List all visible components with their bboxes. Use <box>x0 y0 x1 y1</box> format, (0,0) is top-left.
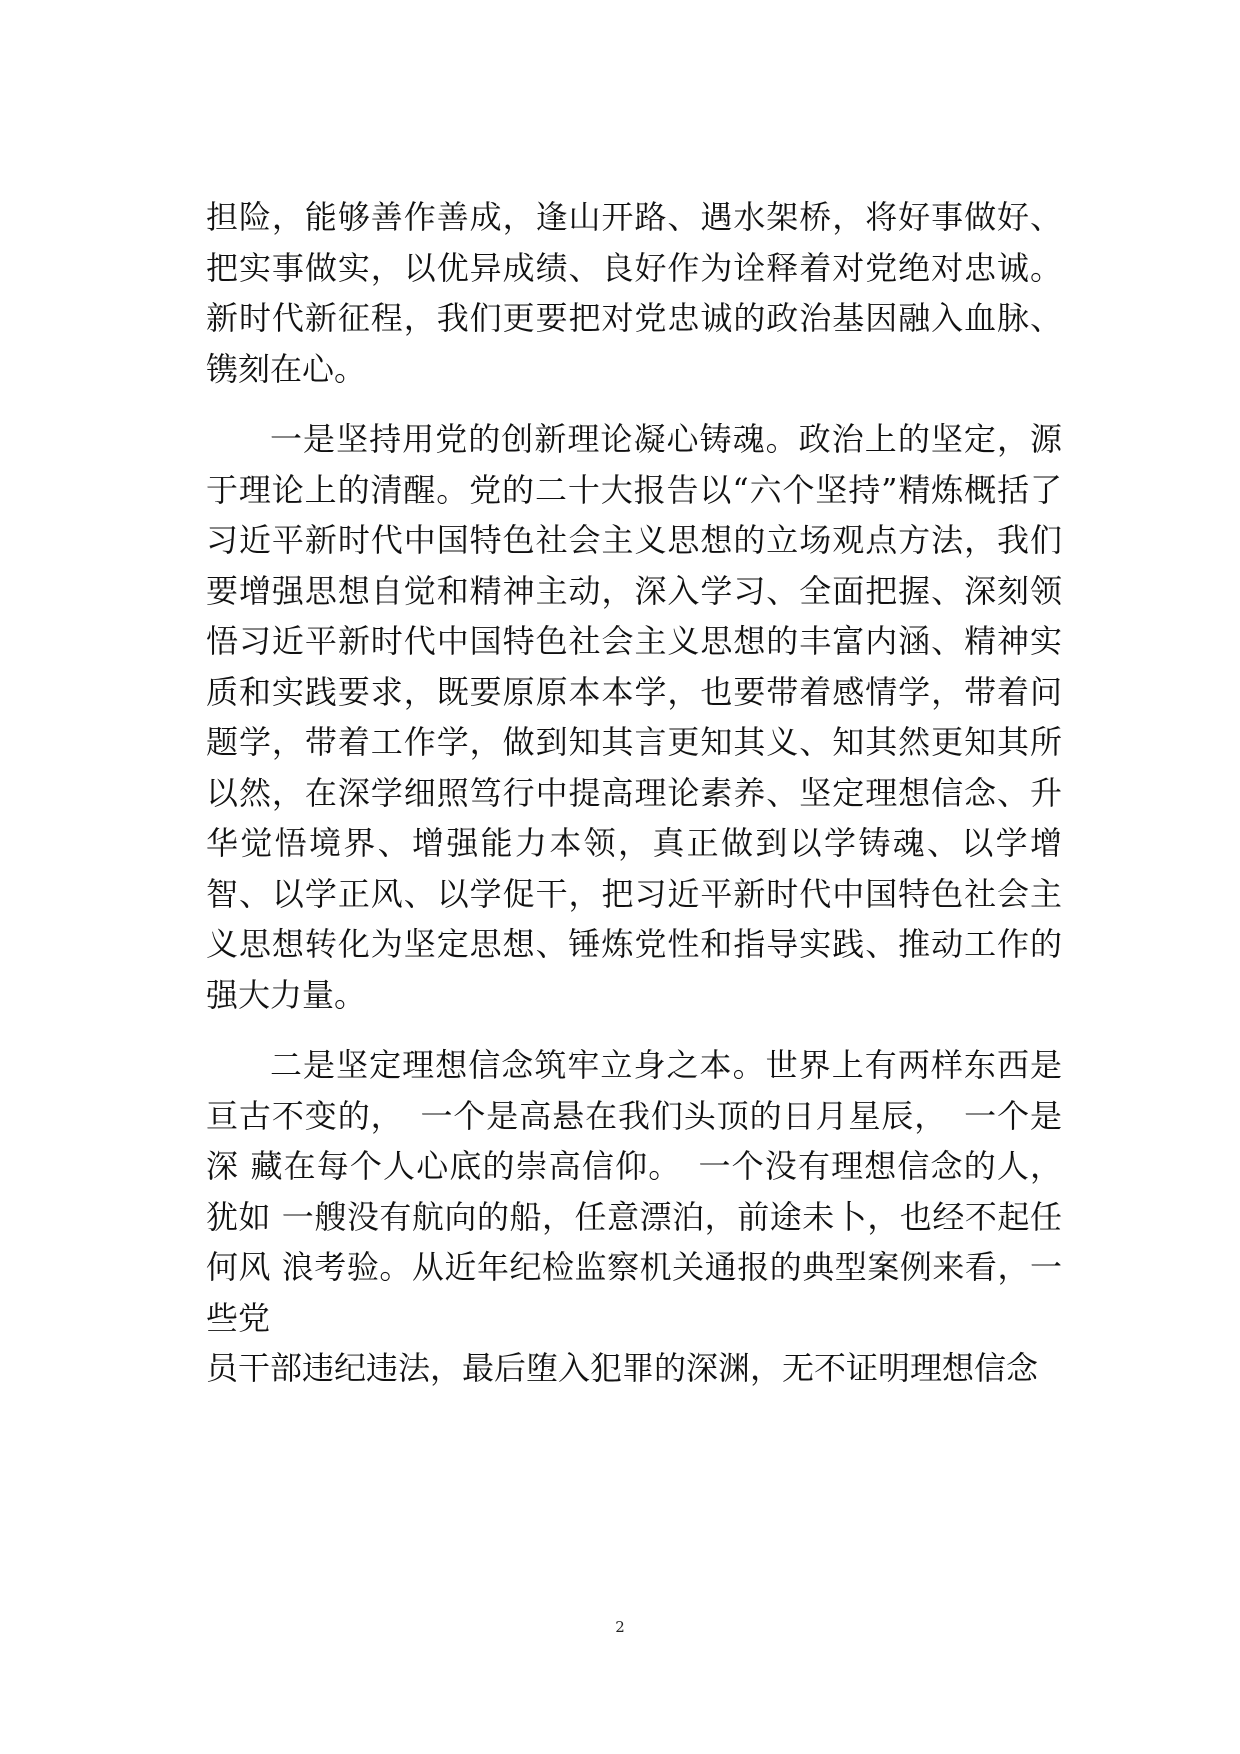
paragraph-continuation: 担险，能够善作善成，逢山开路、遇水架桥，将好事做好、把实事做实，以优异成绩、良好作为诠释着对党绝对忠诚。新时代新征程，我们更要把对党忠诚的政治基因融入血脉、镌刻在心。 <box>206 198 1062 388</box>
paragraph-point-two: 二是坚定理想信念筑牢立身之本。世界上有两样东西是亘古不变的， 一个是高悬在我们头顶的日月星辰， 一个是深 藏在每个人心底的崇高信仰。 一个没有理想信念的人，犹如 一艘没有航向的船，任意漂泊，前途未卜，也经不起任何风 浪考验。从近年纪检监察机关通报的典型案例来看，一些党 <box>206 1046 1062 1337</box>
paragraph-point-one: 一是坚持用党的创新理论凝心铸魂。政治上的坚定，源于理论上的清醒。党的二十大报告以“六个坚持”精炼概括了习近平新时代中国特色社会主义思想的立场观点方法，我们要增强思想自觉和精神主动，深入学习、全面把握、深刻领悟习近平新时代中国特色社会主义思想的丰富内涵、精神实质和实践要求，既要原原本本学，也要带着感情学，带着问题学，带着工作学，做到知其言更知其义、知其然更知其所以然，在深学细照笃行中提高理论素养、坚定理想信念、升华觉悟境界、增强能力本领，真正做到以学铸魂、以学增智、以学正风、以学促干，把习近平新时代中国特色社会主义思想转化为坚定思想、锤炼党性和指导实践、推动工作的强大力量。 <box>206 420 1062 1014</box>
body-text <box>206 192 1062 1394</box>
paragraph-line-continued: 员干部违纪违法，最后堕入犯罪的深渊，无不证明理想信念 <box>206 1349 1039 1387</box>
page-number: 2 <box>615 1618 625 1636</box>
